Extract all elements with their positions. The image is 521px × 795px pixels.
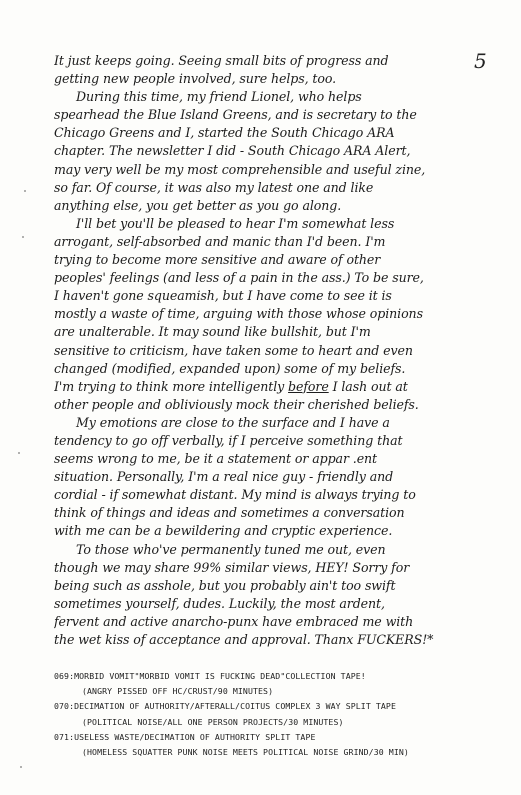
letter-line: arrogant, self-absorbed and manic than I'd been. I'm [54, 233, 386, 249]
letter-line: anything else, you get better as you go along. [54, 197, 342, 213]
letter-line: being such as asshole, but you probably ain't too swift [54, 577, 396, 593]
letter-line: To those who've permanently tuned me out, even [76, 541, 386, 557]
letter-line: sometimes yourself, dudes. Luckily, the most ardent, [54, 595, 385, 611]
letter-line: with me can be a bewildering and cryptic experience. [54, 523, 393, 539]
letter-line: My emotions are close to the surface and I have a [76, 414, 390, 430]
letter-line: During this time, my friend Lionel, who helps [76, 89, 362, 105]
letter-line: It just keeps going. Seeing small bits of progress and [54, 53, 389, 68]
letter-line: seems wrong to me, be it a statement or appar .ent [54, 451, 378, 467]
scan-speck [22, 236, 24, 238]
letter-line: though we may share 99% similar views, HEY! Sorry for [54, 559, 410, 575]
release-listing [54, 669, 514, 760]
release-entry: 070:DECIMATION OF AUTHORITY/AFTERALL/COITUS COMPLEX 3 WAY SPLIT TAPE [54, 701, 396, 712]
letter-line: I'll bet you'll be pleased to hear I'm somewhat less [76, 215, 395, 231]
letter-line: tendency to go off verbally, if I perceive something that [54, 432, 403, 448]
letter-line: the wet kiss of acceptance and approval. Thanx FUCKERS!* [54, 632, 434, 647]
letter-line-underlined [54, 378, 494, 396]
release-description: (HOMELESS SQUATTER PUNK NOISE MEETS POLITICAL NOISE GRIND/30 MIN) [82, 747, 409, 758]
release-description: (POLITICAL NOISE/ALL ONE PERSON PROJECTS/30 MINUTES) [82, 716, 344, 727]
letter-line: chapter. The newsletter I did - South Chicago ARA Alert, [54, 143, 411, 159]
letter-line: so far. Of course, it was also my latest one and like [54, 179, 374, 195]
letter-line: sensitive to criticism, have taken some to heart and even [54, 342, 413, 358]
letter-body [54, 52, 494, 649]
letter-line: Chicago Greens and I, started the South Chicago ARA [54, 125, 395, 141]
letter-line: are unalterable. It may sound like bullshit, but I'm [54, 324, 371, 340]
letter-line: situation. Personally, I'm a real nice guy - friendly and [54, 469, 394, 485]
letter-line: mostly a waste of time, arguing with those whose opinions [54, 306, 423, 322]
letter-line: peoples' feelings (and less of a pain in the ass.) To be sure, [54, 270, 424, 286]
letter-line: cordial - if somewhat distant. My mind is always trying to [54, 487, 416, 503]
letter-line: think of things and ideas and sometimes a conversation [54, 505, 405, 521]
letter-line: I haven't gone squeamish, but I have come to see it is [54, 288, 392, 304]
underlined-word: before [288, 378, 329, 394]
page-number: 5 [474, 49, 487, 73]
letter-line: spearhead the Blue Island Greens, and is secretary to the [54, 107, 417, 123]
release-entry: 071:USELESS WASTE/DECIMATION OF AUTHORITY SPLIT TAPE [54, 731, 316, 742]
letter-line: may very well be my most comprehensible and useful zine, [54, 161, 426, 177]
release-entry: 069:MORBID VOMIT"MORBID VOMIT IS FUCKING DEAD"COLLECTION TAPE! [54, 671, 366, 681]
letter-line: fervent and active anarcho-punx have embraced me with [54, 613, 414, 629]
release-description: (ANGRY PISSED OFF HC/CRUST/90 MINUTES) [82, 686, 274, 697]
letter-line: trying to become more sensitive and aware of other [54, 252, 381, 268]
letter-line: other people and obliviously mock their cherished beliefs. [54, 396, 419, 412]
letter-line: changed (modified, expanded upon) some of my beliefs. [54, 360, 406, 376]
scan-speck [20, 766, 22, 768]
scan-speck [18, 452, 20, 454]
underline-after-text: I lash out at [328, 378, 408, 394]
scan-speck [24, 190, 26, 192]
underline-before-text: I'm trying to think more intelligently [54, 378, 289, 394]
letter-line: getting new people involved, sure helps, too. [54, 71, 337, 87]
